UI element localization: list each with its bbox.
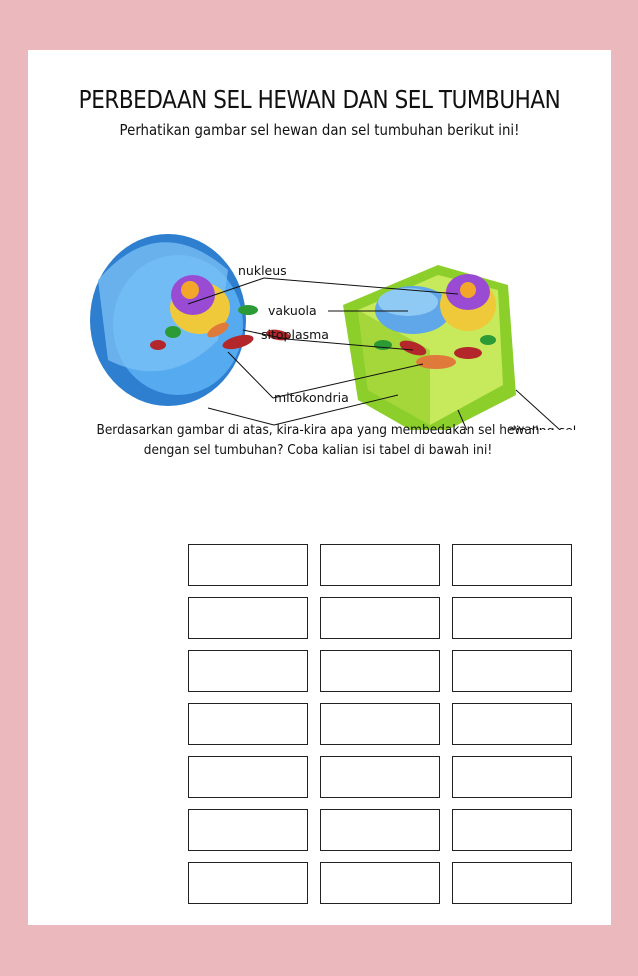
table-cell-r3-c3[interactable] [452, 650, 572, 692]
table-cell-r7-c1[interactable] [188, 862, 308, 904]
label-sitoplasma: sitoplasma [261, 327, 329, 342]
table-cell-r7-c2[interactable] [320, 862, 440, 904]
worksheet-page [28, 50, 611, 925]
table-cell-r6-c1[interactable] [188, 809, 308, 851]
table-cell-r5-c1[interactable] [188, 756, 308, 798]
question-text: Berdasarkan gambar di atas, kira-kira apa yang membedakan sel hewan dengan sel tumbuhan? Coba kalian isi tabel di bawah ini! [96, 422, 540, 458]
table-cell-r1-c3[interactable] [452, 544, 572, 586]
table-cell-r5-c3[interactable] [452, 756, 572, 798]
table-cell-r1-c2[interactable] [320, 544, 440, 586]
plant-cell-illustration [343, 265, 516, 430]
table-cell-r1-c1[interactable] [188, 544, 308, 586]
table-cell-r3-c2[interactable] [320, 650, 440, 692]
table-cell-r4-c2[interactable] [320, 703, 440, 745]
table-cell-r4-c3[interactable] [452, 703, 572, 745]
label-nukleus: nukleus [238, 263, 287, 278]
page-subtitle: Perhatikan gambar sel hewan dan sel tumbuhan berikut ini! [119, 121, 520, 139]
table-cell-r7-c3[interactable] [452, 862, 572, 904]
cell-diagram [28, 190, 611, 430]
table-cell-r2-c1[interactable] [188, 597, 308, 639]
table-cell-r5-c2[interactable] [320, 756, 440, 798]
table-cell-r3-c1[interactable] [188, 650, 308, 692]
table-cell-r2-c3[interactable] [452, 597, 572, 639]
table-cell-r6-c3[interactable] [452, 809, 572, 851]
table-cell-r2-c2[interactable] [320, 597, 440, 639]
page-title: PERBEDAAN SEL HEWAN DAN SEL TUMBUHAN [78, 85, 561, 114]
animal-cell-illustration [90, 234, 291, 406]
label-vakuola: vakuola [268, 303, 317, 318]
table-cell-r6-c2[interactable] [320, 809, 440, 851]
table-cell-r4-c1[interactable] [188, 703, 308, 745]
label-mitokondria: mitokondria [274, 390, 349, 405]
